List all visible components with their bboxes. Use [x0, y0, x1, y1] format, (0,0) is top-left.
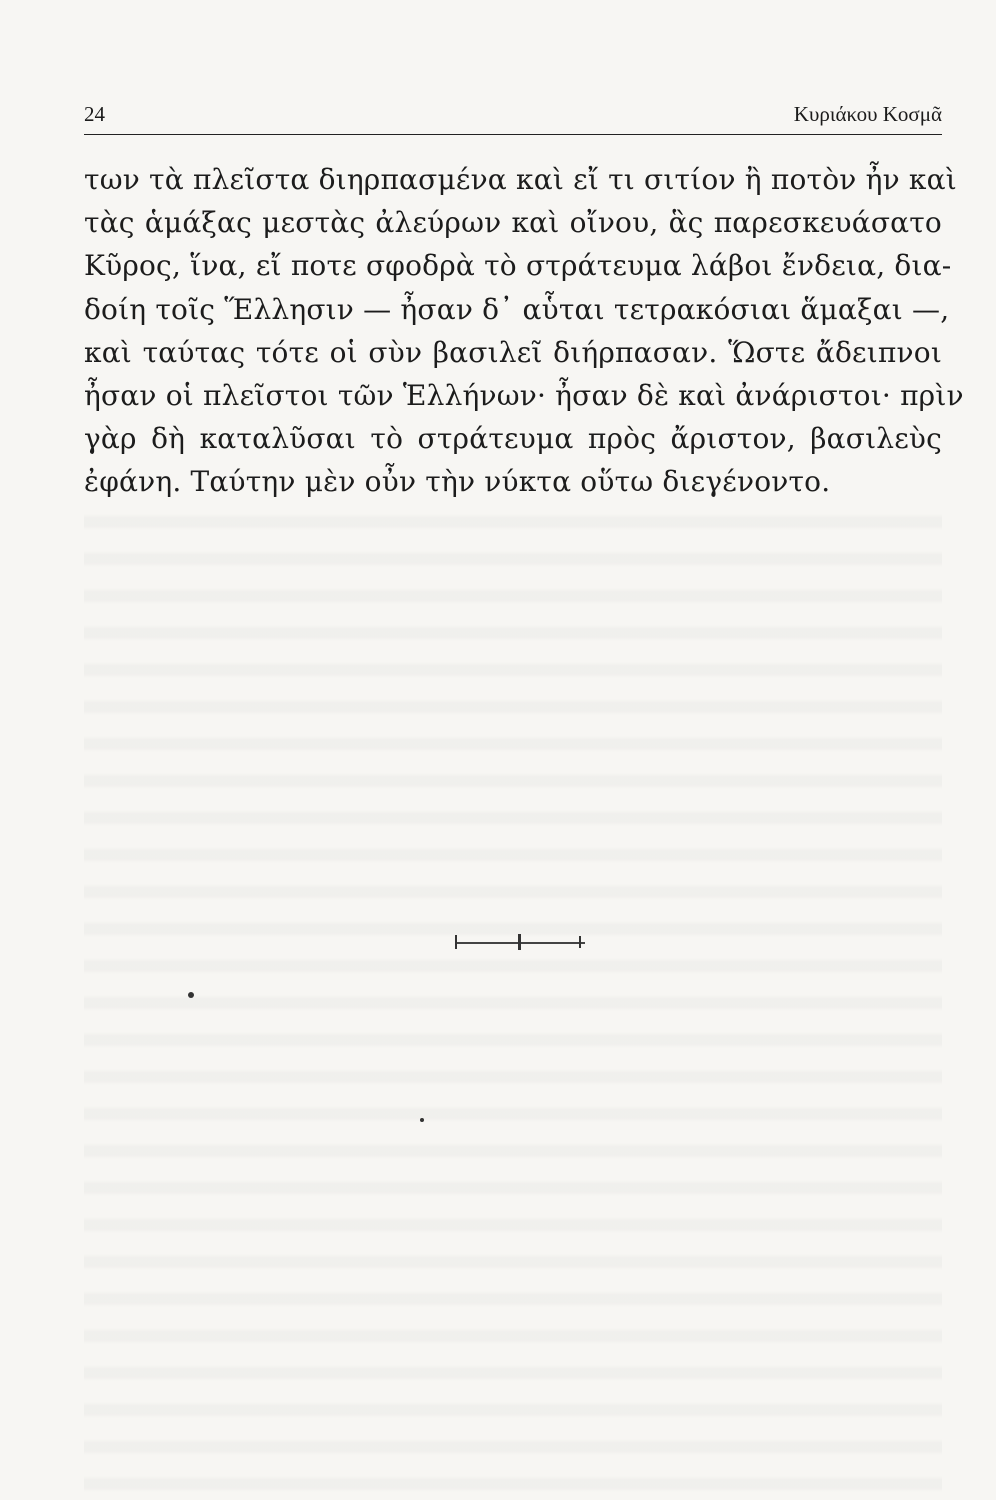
text-line: γὰρ δὴ καταλῦσαι τὸ στράτευμα πρὸς ἄριστον, βασιλεὺς: [84, 422, 942, 456]
text-line: τὰς ἁμάξας μεστὰς ἀλεύρων καὶ οἴνου, ἃς παρεσκευάσατο: [84, 206, 942, 240]
text-line: καὶ ταύτας τότε οἱ σὺν βασιλεῖ διήρπασαν. Ὥστε ἄδειπνοι: [84, 335, 942, 369]
ink-speck: [188, 992, 194, 998]
text-line: των τὰ πλεῖστα διηρπασμένα καὶ εἴ τι σιτίον ἢ ποτὸν ἦν καὶ: [84, 163, 957, 196]
body-text: [84, 158, 964, 504]
ink-speck: [420, 1118, 424, 1122]
show-through-texture: [84, 500, 942, 1500]
text-line: Κῦρος, ἵνα, εἴ ποτε σφοδρὰ τὸ στράτευμα λάβοι ἔνδεια, δια-: [84, 249, 952, 283]
printer-mark-tick: [455, 935, 457, 949]
running-head: Κυριάκου Κοσμᾶ: [793, 102, 942, 126]
page-header: [84, 100, 942, 135]
text-line: ἦσαν οἱ πλεῖστοι τῶν Ἑλλήνων· ἦσαν δὲ καὶ ἀνάριστοι· πρὶν: [84, 379, 964, 413]
text-line: ἐφάνη. Ταύτην μὲν οὖν τὴν νύκτα οὕτω διεγένοντο.: [84, 465, 831, 499]
printer-mark-tick: [518, 934, 521, 950]
text-line: δοίη τοῖς Ἕλλησιν — ἦσαν δ᾽ αὗται τετρακόσιαι ἅμαξαι —,: [84, 292, 950, 326]
printer-mark-tick: [579, 936, 581, 948]
page-number: 24: [84, 102, 105, 126]
